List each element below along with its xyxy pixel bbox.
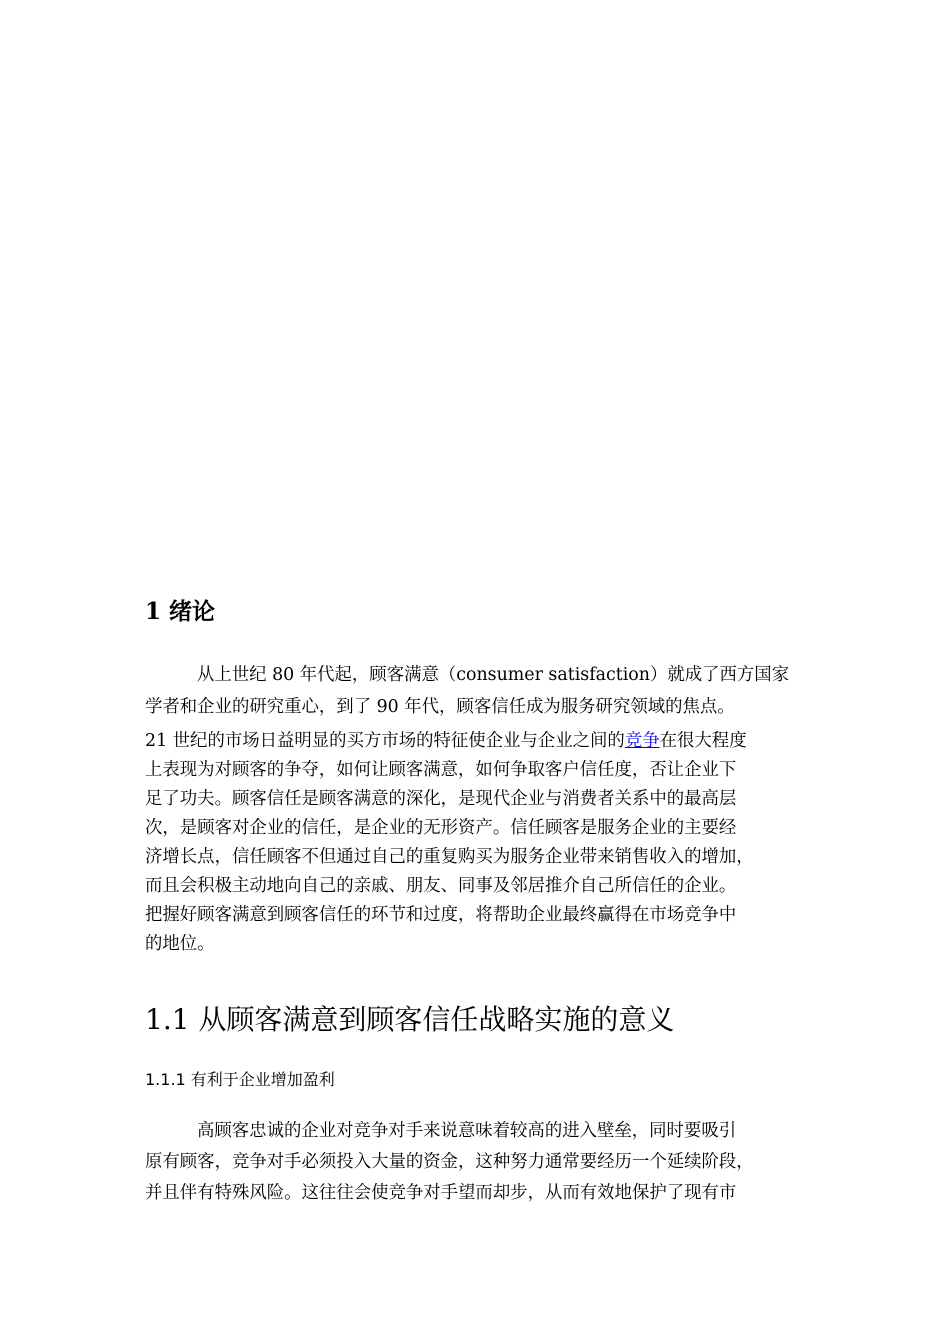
section-heading: 1.1 从顾客满意到顾客信任战略实施的意义 bbox=[145, 1003, 675, 1036]
text-line: 从上世纪 80 年代起，顾客满意（consumer satisfaction）就成了西方国家 bbox=[197, 665, 790, 685]
text-line: 而且会积极主动地向自己的亲戚、朋友、同事及邻居推介自己所信任的企业。 bbox=[145, 876, 737, 896]
text-line: 足了功夫。顾客信任是顾客满意的深化，是现代企业与消费者关系中的最高层 bbox=[145, 789, 737, 809]
competition-link[interactable]: 竞争 bbox=[624, 731, 660, 751]
text-line: 高顾客忠诚的企业对竞争对手来说意味着较高的进入壁垒，同时要吸引 bbox=[197, 1121, 737, 1141]
chapter-heading: 1 绪论 bbox=[145, 598, 216, 625]
intro-paragraph bbox=[145, 661, 789, 725]
text-line: 学者和企业的研究重心，到了 90 年代，顾客信任成为服务研究领域的焦点。 bbox=[145, 697, 735, 717]
text-line bbox=[145, 727, 754, 756]
text-line: 上表现为对顾客的争夺，如何让顾客满意，如何争取客户信任度，否让企业下 bbox=[145, 760, 737, 780]
profit-paragraph bbox=[145, 1117, 754, 1210]
text-line: 把握好顾客满意到顾客信任的环节和过度，将帮助企业最终赢得在市场竞争中 bbox=[145, 905, 737, 925]
text-segment: 21 世纪的市场日益明显的买方市场的特征使企业与企业之间的 bbox=[145, 731, 625, 751]
text-line: 济增长点，信任顾客不但通过自己的重复购买为服务企业带来销售收入的增加， bbox=[145, 847, 754, 867]
text-line: 次，是顾客对企业的信任，是企业的无形资产。信任顾客是服务企业的主要经 bbox=[145, 818, 737, 838]
text-line: 并且伴有特殊风险。这往往会使竞争对手望而却步，从而有效地保护了现有市 bbox=[145, 1183, 737, 1203]
text-line: 的地位。 bbox=[145, 934, 215, 954]
market-paragraph bbox=[145, 727, 754, 959]
text-segment: 在很大程度 bbox=[659, 731, 747, 751]
text-line: 原有顾客，竞争对手必须投入大量的资金，这种努力通常要经历一个延续阶段， bbox=[145, 1152, 754, 1172]
subsection-heading: 1.1.1 有利于企业增加盈利 bbox=[145, 1070, 335, 1089]
